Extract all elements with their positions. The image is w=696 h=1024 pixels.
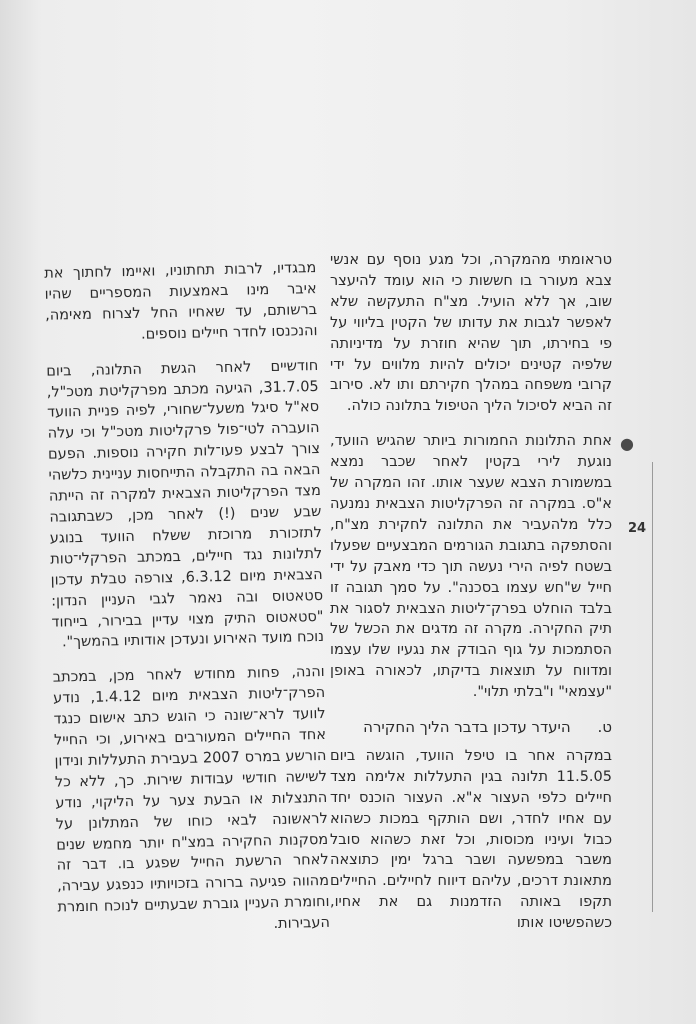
- bullet-icon: ●: [620, 434, 634, 454]
- paragraph: טראומתי מהמקרה, וכל מגע נוסף עם אנשי צבא מעורר בו חששות כי הוא עומד להיעצר שוב, אך ללא הועיל. מצ"ח התעקשה שלא לאפשר לגבות את עדותו של הקטין בליווי על פי בחירתו, תוך שהיא חוזרת על מדיניותה שלפיה קטינים יכולים להיות מלווים על ידי קרובי משפחה במהלך חקירתם ותו לא. סירוב זה הביא לסיכול הליך הטיפול בתלונה כולה.: [330, 252, 612, 415]
- paragraph: חודשיים לאחר הגשת התלונה, ביום 31.7.05, הגיעה מכתב מפרקליטת מטכ"ל, סא"ל סיגל משעל־שחורי, לפיה פניית הוועד הועברה לטי־פול פרקליטות מטכ"ל וכי עלה צורך לבצע פעו־לות חקירה נוספות. הפעם הבאה בה התקבלה התייחסות עניינית כלשהי מצד הפרקליטות הצבאית למקרה זה הייתה שבע שנים (!) לאחר מכן, כשבתגובה לתזכורת מרוכזת ששלח הוועד בנוגע לתלונות נגד חיילים, במכתב הפרקלי־טות הצבאית מיום 6.3.12, צורפה טבלת עדכון סטאטוס ובה נאמר לגבי העניין הנדון: "סטאטוס התיק מצוי עדיין בבירור, בייחוד נוכח מועד האירוע ונעדכן אודותיו בהמשך".: [46, 357, 325, 651]
- section-heading: [330, 717, 612, 738]
- margin-rule: [652, 462, 653, 912]
- page-number: 24: [628, 521, 647, 536]
- paragraph: מבגדיו, לרבות תחתוניו, ואיימו לחתוך את איבר מינו באמצעות המספריים שהיו ברשותם, עד שאחיו החל לצרוח מאימה, והנכנסו לחדר חיילים נוספים.: [44, 259, 318, 343]
- paragraph: והנה, פחות מחודש לאחר מכן, במכתב הפרק־ליטות הצבאית מיום 1.4.12, נודע לוועד לרא־שונה כי הוגש כתב אישום כנגד אחד החיילים המעורבים באירוע, וכי החייל הורשע במרס 2007 בעבירת התעללות ונידון לשישה חודשי עבודות שירות. כך, ללא כל התנצלות או הבעת צער על הליקוי, נודע לראשונה לבאי כוחו של המתלונן על מסקנות החקירה במצ"ח יותר מחמש שנים לאחר הרשעת החייל שפגע בו. דבר זה מהווה פגיעה ברורה בזכויותיו כנפגע עבירה, וחומרת העניין גוברת שבעתיים לנוכח חומרת העבירות.: [52, 664, 331, 933]
- paragraph: במקרה אחר בו טיפל הוועד, הוגשה ביום 11.5.05 תלונה בגין התעללות אלימה מצד חיילים כלפי העצור א"א. העצור הוכנס יחד עם אחיו לחדר, ושם הותקף במכות כשהוא כבול ועיניו מכוסות, וכל זאת כשהוא סובל משבר במפשעה ושבר ברגל ימין כתוצאה מתאונת דרכים, עליהם דיווח לחיילים. החיילים תקפו באותה הזדמנות גם את אחיו, כשהפשיטו אותו: [330, 747, 612, 932]
- section-letter: ט.: [597, 718, 612, 737]
- bullet-item: [330, 431, 634, 703]
- right-text-column: [330, 250, 634, 934]
- paragraph: אחת התלונות החמורות ביותר שהגיש הוועד, נוגעת לירי בקטין לאחר שכבר נמצא במשמורת הצבא שעצר אותו. זהו המקרה של א"ס. במקרה זה הפרקליטות הצבאית נמנעה כלל מלהעביר את התלונה לחקירת מצ"ח, והסתפקה בתגובת הגורמים המבצעיים שפעלו בשטח לפיה הירי נעשה תוך כדי מאבק על ידי חייל ש"חש עצמו בסכנה". על סמך תגובה זו בלבד הוחלט בפרק־ליטות הצבאית לסגור את תיק החקירה. מקרה זה מדגים את הכשל של הסתמכות על גוף הבודק את נגעיו שלו עצמו ומדווח על תוצאות בדיקתו, לכאורה באופן "עצמאי" ו"בלתי תלוי".: [330, 433, 612, 701]
- section-title: היעדר עדכון בדבר הליך החקירה: [363, 718, 571, 737]
- left-text-column: [44, 258, 330, 940]
